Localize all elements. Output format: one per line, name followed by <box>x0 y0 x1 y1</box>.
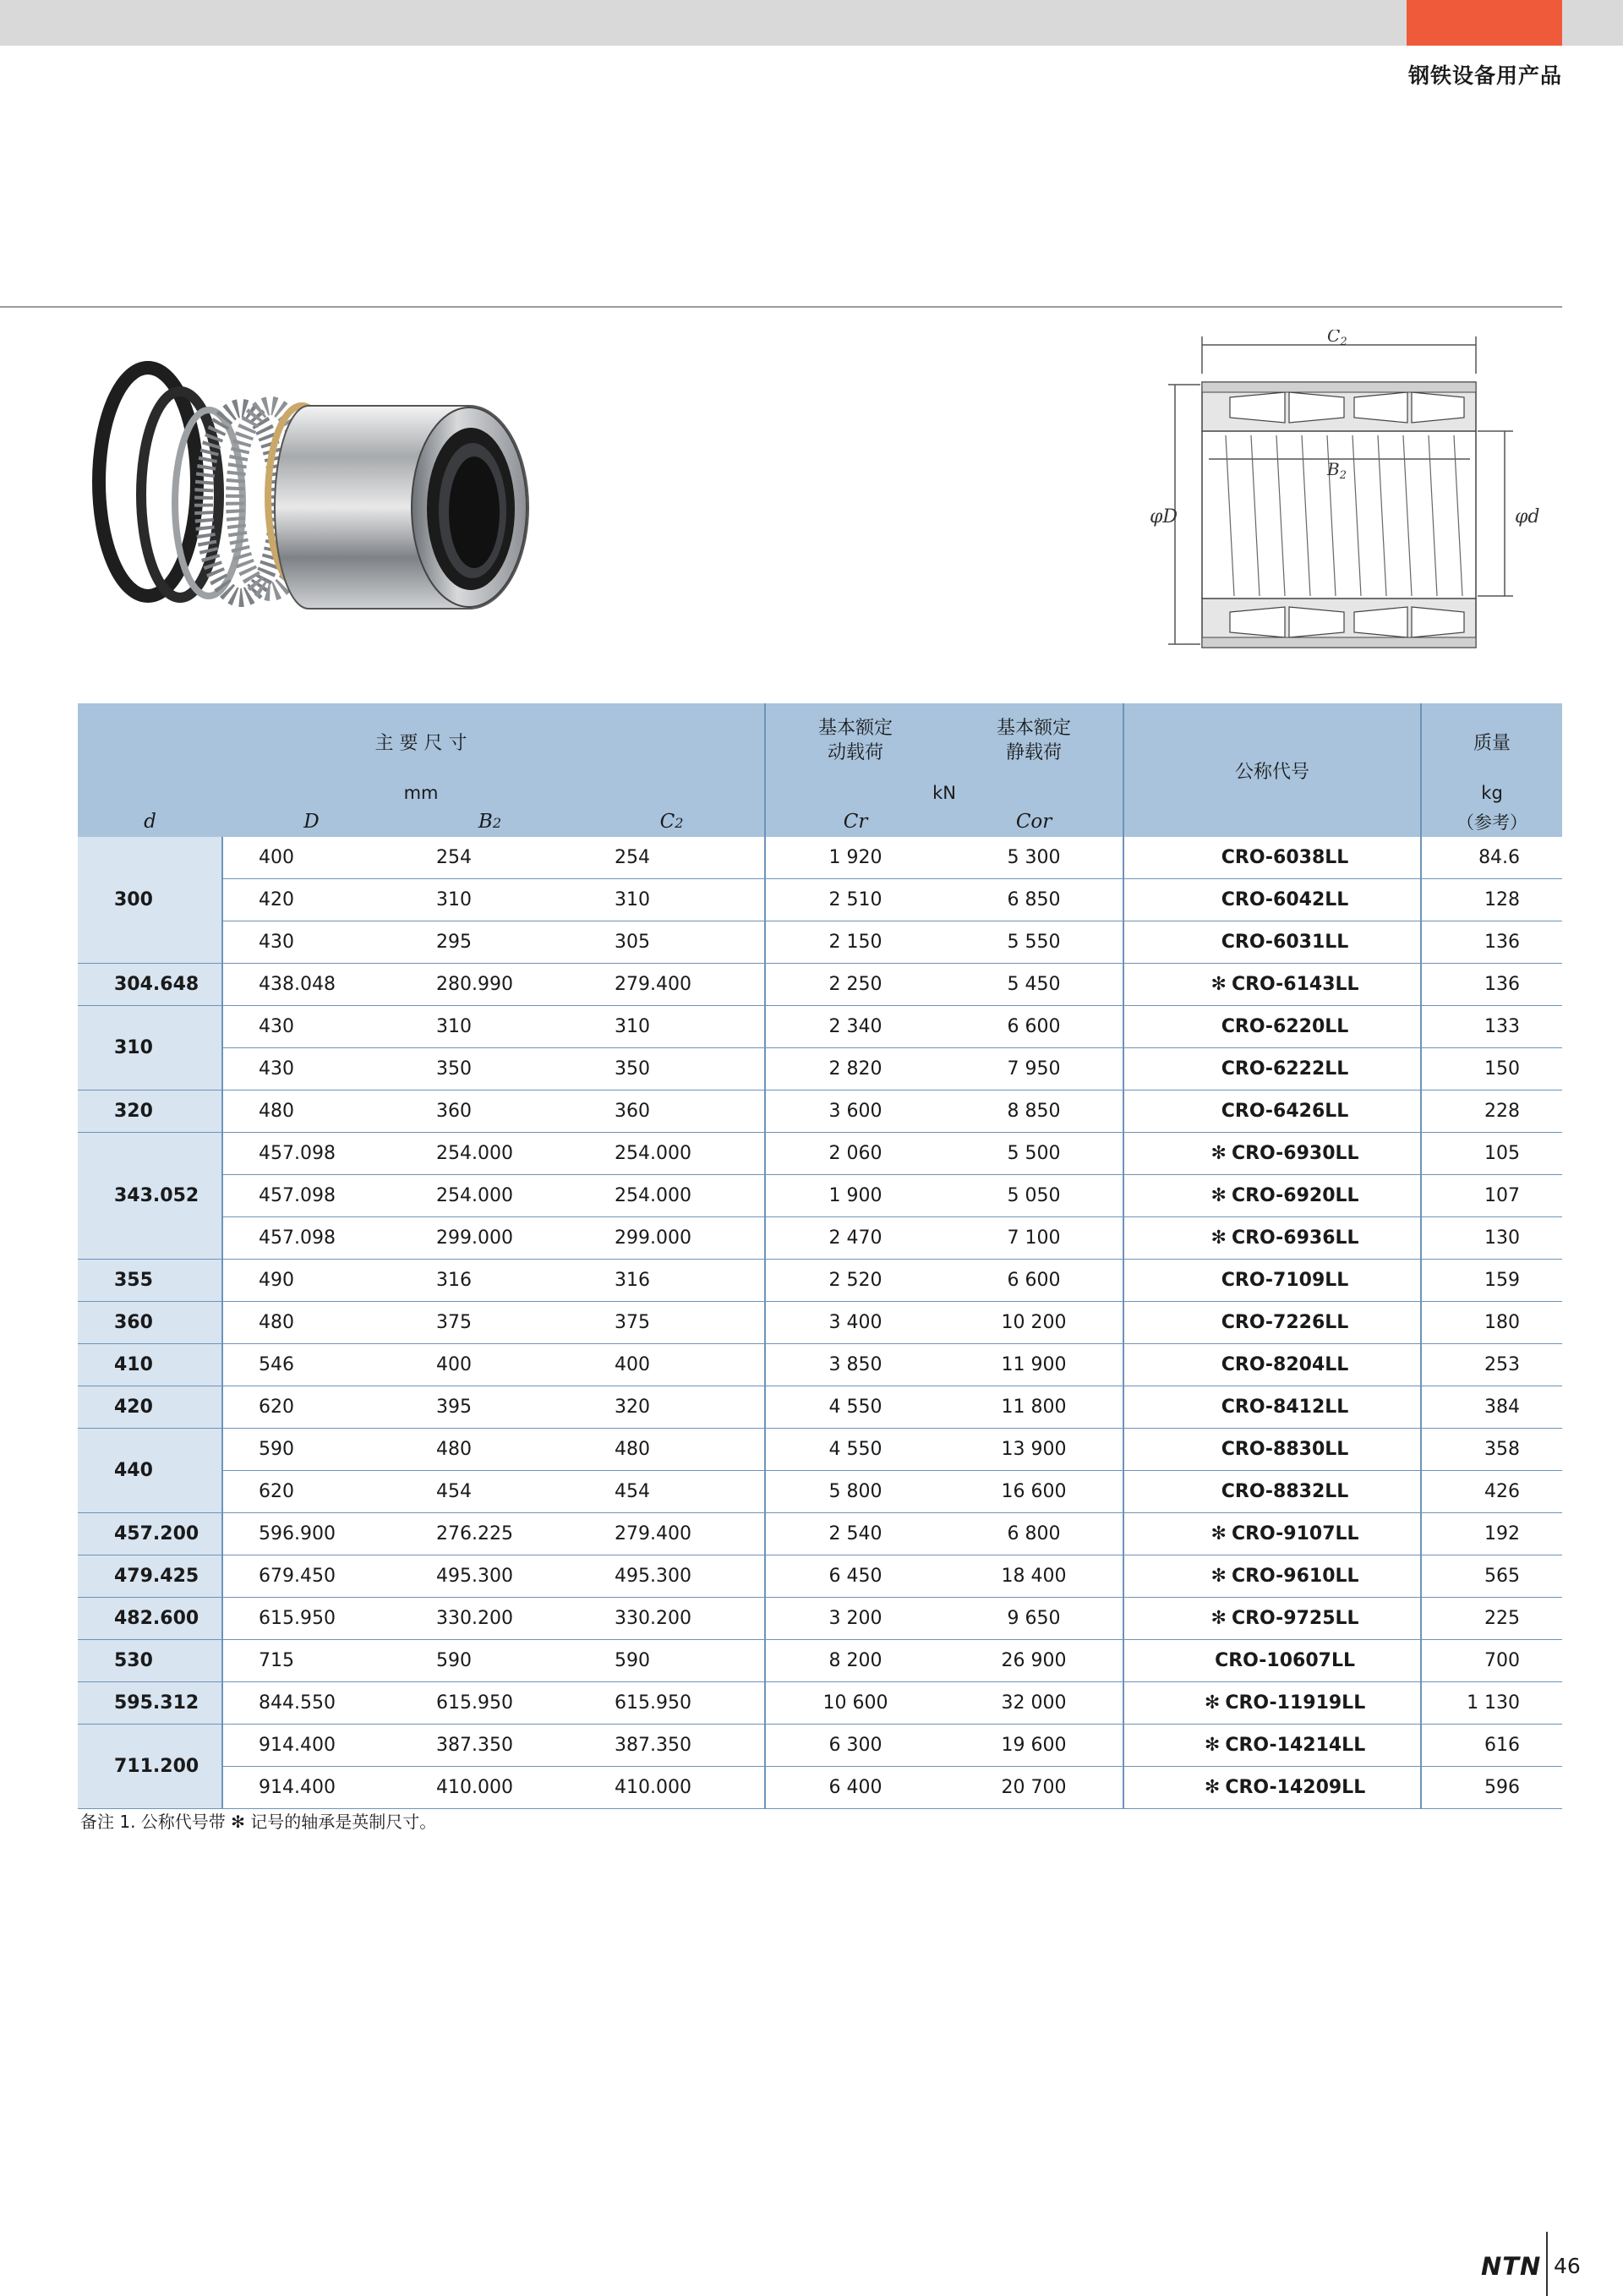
cell-Cr: 4 550 <box>765 1386 945 1429</box>
cell-code <box>1123 1386 1421 1429</box>
code-text: CRO-6031LL <box>1221 932 1349 953</box>
cell-code <box>1123 921 1421 964</box>
cell-Cr: 4 550 <box>765 1429 945 1471</box>
cell-D: 438.048 <box>222 964 401 1006</box>
cell-B2: 360 <box>401 1091 579 1133</box>
imperial-mark: ✻ <box>1210 1608 1227 1629</box>
cell-Cr: 2 060 <box>765 1133 945 1175</box>
code-text: CRO-8830LL <box>1221 1439 1349 1460</box>
cell-D: 546 <box>222 1344 401 1386</box>
cell-D: 590 <box>222 1429 401 1471</box>
cell-D: 400 <box>222 837 401 879</box>
code-text: CRO-6143LL <box>1231 974 1359 995</box>
cell-Cor: 7 100 <box>945 1217 1123 1260</box>
cell-code <box>1123 1767 1421 1809</box>
cell-D: 914.400 <box>222 1725 401 1767</box>
unit-kn: kN <box>765 779 1123 806</box>
cell-Cor: 20 700 <box>945 1767 1123 1809</box>
code-text: CRO-8204LL <box>1221 1354 1349 1375</box>
cell-C2: 410.000 <box>579 1767 765 1809</box>
cell-B2: 495.300 <box>401 1555 579 1598</box>
page-number: 46 <box>1554 2254 1581 2278</box>
cell-D: 615.950 <box>222 1598 401 1640</box>
cell-B2: 615.950 <box>401 1682 579 1725</box>
cell-D: 457.098 <box>222 1133 401 1175</box>
cell-Cor: 5 050 <box>945 1175 1123 1217</box>
cell-Cr: 1 900 <box>765 1175 945 1217</box>
cell-D: 844.550 <box>222 1682 401 1725</box>
code-text: CRO-8412LL <box>1221 1397 1349 1418</box>
cell-code <box>1123 1555 1421 1598</box>
cell-mass: 426 <box>1421 1471 1562 1513</box>
imperial-mark: ✻ <box>1210 1143 1227 1164</box>
cell-B2: 254 <box>401 837 579 879</box>
table-row <box>78 921 1562 964</box>
table-row <box>78 1175 1562 1217</box>
cell-Cor: 11 900 <box>945 1344 1123 1386</box>
cell-D: 715 <box>222 1640 401 1682</box>
cell-B2: 387.350 <box>401 1725 579 1767</box>
cell-C2: 305 <box>579 921 765 964</box>
cell-code <box>1123 1217 1421 1260</box>
svg-text:C2: $C_2$ <box>1327 330 1347 348</box>
col-ref: （参考） <box>1421 806 1562 837</box>
cell-C2: 254.000 <box>579 1175 765 1217</box>
cell-mass: 1 130 <box>1421 1682 1562 1725</box>
cell-Cor: 8 850 <box>945 1091 1123 1133</box>
cell-B2: 330.200 <box>401 1598 579 1640</box>
table-row <box>78 1302 1562 1344</box>
imperial-mark: ✻ <box>1210 1227 1227 1249</box>
cell-Cr: 2 820 <box>765 1048 945 1091</box>
cell-code <box>1123 1725 1421 1767</box>
cell-mass: 128 <box>1421 879 1562 921</box>
cell-Cor: 32 000 <box>945 1682 1123 1725</box>
cell-Cr: 2 250 <box>765 964 945 1006</box>
table-row <box>78 1725 1562 1767</box>
header-dynamic-load: 基本额定 动载荷 <box>765 703 945 779</box>
cell-code <box>1123 1513 1421 1555</box>
cell-code <box>1123 1598 1421 1640</box>
cell-C2: 279.400 <box>579 964 765 1006</box>
code-text: CRO-7109LL <box>1221 1270 1349 1291</box>
cell-Cr: 3 400 <box>765 1302 945 1344</box>
cell-code <box>1123 1640 1421 1682</box>
cell-D: 679.450 <box>222 1555 401 1598</box>
cell-C2: 454 <box>579 1471 765 1513</box>
bearing-spec-table <box>78 703 1562 1809</box>
cell-d: 310 <box>78 1006 222 1091</box>
cell-B2: 410.000 <box>401 1767 579 1809</box>
cell-code <box>1123 837 1421 879</box>
imperial-mark: ✻ <box>1210 1566 1227 1587</box>
cell-d: 530 <box>78 1640 222 1682</box>
section-title: 钢铁设备用产品 <box>1407 63 1562 88</box>
cell-Cr: 2 470 <box>765 1217 945 1260</box>
col-C2: C2 <box>579 806 765 837</box>
cell-mass: 192 <box>1421 1513 1562 1555</box>
table-row <box>78 1598 1562 1640</box>
code-text: CRO-10607LL <box>1215 1650 1355 1671</box>
code-text: CRO-14214LL <box>1225 1735 1366 1756</box>
cell-Cor: 5 450 <box>945 964 1123 1006</box>
table-row <box>78 1048 1562 1091</box>
cell-d: 420 <box>78 1386 222 1429</box>
cell-B2: 454 <box>401 1471 579 1513</box>
cell-Cor: 5 300 <box>945 837 1123 879</box>
cell-C2: 320 <box>579 1386 765 1429</box>
cell-d: 360 <box>78 1302 222 1344</box>
code-text: CRO-6930LL <box>1231 1143 1359 1164</box>
cell-C2: 316 <box>579 1260 765 1302</box>
cell-D: 430 <box>222 1048 401 1091</box>
cell-Cr: 10 600 <box>765 1682 945 1725</box>
cell-mass: 228 <box>1421 1091 1562 1133</box>
table-row <box>78 964 1562 1006</box>
cell-C2: 400 <box>579 1344 765 1386</box>
cell-C2: 279.400 <box>579 1513 765 1555</box>
col-d: d <box>78 806 222 837</box>
cell-mass: 596 <box>1421 1767 1562 1809</box>
col-B2: B2 <box>401 806 579 837</box>
cell-Cor: 6 600 <box>945 1006 1123 1048</box>
table-row <box>78 1429 1562 1471</box>
cell-d: 457.200 <box>78 1513 222 1555</box>
col-Cor: Cor <box>945 806 1123 837</box>
unit-mm: mm <box>78 779 765 806</box>
cell-D: 480 <box>222 1091 401 1133</box>
cell-Cor: 6 800 <box>945 1513 1123 1555</box>
top-bar <box>0 0 1623 46</box>
cell-Cr: 2 150 <box>765 921 945 964</box>
code-text: CRO-11919LL <box>1225 1692 1366 1714</box>
cell-C2: 387.350 <box>579 1725 765 1767</box>
col-D: D <box>222 806 401 837</box>
code-text: CRO-14209LL <box>1225 1777 1366 1798</box>
cell-mass: 159 <box>1421 1260 1562 1302</box>
cell-code <box>1123 1682 1421 1725</box>
imperial-mark: ✻ <box>1204 1692 1221 1714</box>
code-text: CRO-9107LL <box>1231 1523 1359 1544</box>
cell-mass: 84.6 <box>1421 837 1562 879</box>
code-text: CRO-6936LL <box>1231 1227 1359 1249</box>
cell-d: 479.425 <box>78 1555 222 1598</box>
cell-code <box>1123 1006 1421 1048</box>
cell-mass: 130 <box>1421 1217 1562 1260</box>
table-row <box>78 1260 1562 1302</box>
cell-mass: 180 <box>1421 1302 1562 1344</box>
table-row <box>78 837 1562 879</box>
cell-d: 595.312 <box>78 1682 222 1725</box>
imperial-mark: ✻ <box>1210 1185 1227 1206</box>
cell-B2: 254.000 <box>401 1175 579 1217</box>
col-Cr: Cr <box>765 806 945 837</box>
cell-Cor: 26 900 <box>945 1640 1123 1682</box>
cell-mass: 384 <box>1421 1386 1562 1429</box>
cell-Cor: 7 950 <box>945 1048 1123 1091</box>
code-text: CRO-6042LL <box>1221 889 1349 910</box>
cell-Cor: 5 550 <box>945 921 1123 964</box>
cell-B2: 350 <box>401 1048 579 1091</box>
table-row <box>78 1217 1562 1260</box>
cell-d: 410 <box>78 1344 222 1386</box>
cell-mass: 133 <box>1421 1006 1562 1048</box>
cell-Cr: 2 510 <box>765 879 945 921</box>
cell-mass: 150 <box>1421 1048 1562 1091</box>
table-row <box>78 1767 1562 1809</box>
cell-Cr: 3 200 <box>765 1598 945 1640</box>
cell-d: 304.648 <box>78 964 222 1006</box>
cell-D: 457.098 <box>222 1175 401 1217</box>
footer-divider <box>1546 2232 1548 2296</box>
cell-D: 490 <box>222 1260 401 1302</box>
table-row <box>78 879 1562 921</box>
header-static-load: 基本额定 静载荷 <box>945 703 1123 779</box>
footnote: 备注 1. 公称代号带 ✻ 记号的轴承是英制尺寸。 <box>80 1812 437 1832</box>
cell-mass: 225 <box>1421 1598 1562 1640</box>
cell-Cr: 6 450 <box>765 1555 945 1598</box>
table-row <box>78 1555 1562 1598</box>
cell-C2: 299.000 <box>579 1217 765 1260</box>
cell-D: 480 <box>222 1302 401 1344</box>
cell-Cr: 1 920 <box>765 837 945 879</box>
cell-B2: 280.990 <box>401 964 579 1006</box>
cell-C2: 310 <box>579 1006 765 1048</box>
table-row <box>78 1006 1562 1048</box>
code-text: CRO-9610LL <box>1231 1566 1359 1587</box>
cell-Cor: 9 650 <box>945 1598 1123 1640</box>
cell-mass: 253 <box>1421 1344 1562 1386</box>
table-row <box>78 1640 1562 1682</box>
cell-B2: 299.000 <box>401 1217 579 1260</box>
cell-D: 420 <box>222 879 401 921</box>
imperial-mark: ✻ <box>1210 974 1227 995</box>
cell-B2: 295 <box>401 921 579 964</box>
svg-text:φD: φD <box>1150 506 1178 528</box>
cell-mass: 616 <box>1421 1725 1562 1767</box>
cell-C2: 254 <box>579 837 765 879</box>
table-row <box>78 1386 1562 1429</box>
cell-D: 620 <box>222 1386 401 1429</box>
cell-C2: 254.000 <box>579 1133 765 1175</box>
cell-B2: 310 <box>401 879 579 921</box>
code-text: CRO-9725LL <box>1231 1608 1359 1629</box>
table-row <box>78 1471 1562 1513</box>
cell-Cr: 6 300 <box>765 1725 945 1767</box>
cross-section-drawing <box>1150 330 1551 659</box>
cell-Cor: 10 200 <box>945 1302 1123 1344</box>
cell-d: 300 <box>78 837 222 964</box>
cell-D: 457.098 <box>222 1217 401 1260</box>
cell-code <box>1123 1133 1421 1175</box>
cell-Cor: 5 500 <box>945 1133 1123 1175</box>
table-row <box>78 1133 1562 1175</box>
cell-D: 620 <box>222 1471 401 1513</box>
cell-Cor: 18 400 <box>945 1555 1123 1598</box>
cell-code <box>1123 879 1421 921</box>
cell-B2: 316 <box>401 1260 579 1302</box>
cell-B2: 254.000 <box>401 1133 579 1175</box>
code-text: CRO-6222LL <box>1221 1058 1349 1080</box>
cell-C2: 360 <box>579 1091 765 1133</box>
header-rule <box>0 306 1562 308</box>
cell-C2: 590 <box>579 1640 765 1682</box>
cell-Cr: 2 520 <box>765 1260 945 1302</box>
cell-mass: 107 <box>1421 1175 1562 1217</box>
code-text: CRO-6426LL <box>1221 1101 1349 1122</box>
cell-Cr: 5 800 <box>765 1471 945 1513</box>
cell-Cor: 16 600 <box>945 1471 1123 1513</box>
cell-D: 430 <box>222 921 401 964</box>
cell-B2: 590 <box>401 1640 579 1682</box>
cell-B2: 400 <box>401 1344 579 1386</box>
cell-C2: 375 <box>579 1302 765 1344</box>
table-row <box>78 1344 1562 1386</box>
code-text: CRO-6220LL <box>1221 1016 1349 1037</box>
cell-code <box>1123 1471 1421 1513</box>
cell-B2: 375 <box>401 1302 579 1344</box>
imperial-mark: ✻ <box>1204 1777 1221 1798</box>
cell-Cor: 11 800 <box>945 1386 1123 1429</box>
cell-d: 343.052 <box>78 1133 222 1260</box>
cell-d: 320 <box>78 1091 222 1133</box>
header-code: 公称代号 <box>1123 703 1421 837</box>
cell-B2: 310 <box>401 1006 579 1048</box>
cell-Cr: 8 200 <box>765 1640 945 1682</box>
cell-mass: 565 <box>1421 1555 1562 1598</box>
cell-mass: 136 <box>1421 921 1562 964</box>
cell-code <box>1123 1429 1421 1471</box>
cell-C2: 350 <box>579 1048 765 1091</box>
cell-Cr: 3 600 <box>765 1091 945 1133</box>
cell-code <box>1123 1260 1421 1302</box>
table-row <box>78 1682 1562 1725</box>
cell-mass: 358 <box>1421 1429 1562 1471</box>
cell-Cor: 6 600 <box>945 1260 1123 1302</box>
code-text: CRO-6920LL <box>1231 1185 1359 1206</box>
code-text: CRO-8832LL <box>1221 1481 1349 1502</box>
cell-d: 711.200 <box>78 1725 222 1809</box>
imperial-mark: ✻ <box>1210 1523 1227 1544</box>
cell-Cr: 2 540 <box>765 1513 945 1555</box>
cell-Cr: 2 340 <box>765 1006 945 1048</box>
cell-d: 482.600 <box>78 1598 222 1640</box>
top-bar-accent <box>1407 0 1562 46</box>
header-main-dims: 主 要 尺 寸 <box>78 703 765 779</box>
cell-mass: 700 <box>1421 1640 1562 1682</box>
cell-D: 914.400 <box>222 1767 401 1809</box>
imperial-mark: ✻ <box>1204 1735 1221 1756</box>
cell-B2: 276.225 <box>401 1513 579 1555</box>
svg-text:φd: φd <box>1515 506 1540 528</box>
bearing-photo <box>80 355 537 668</box>
cell-Cor: 6 850 <box>945 879 1123 921</box>
cell-code <box>1123 964 1421 1006</box>
cell-mass: 105 <box>1421 1133 1562 1175</box>
unit-kg: kg <box>1421 779 1562 806</box>
cell-d: 440 <box>78 1429 222 1513</box>
cell-mass: 136 <box>1421 964 1562 1006</box>
table-row <box>78 1091 1562 1133</box>
code-text: CRO-7226LL <box>1221 1312 1349 1333</box>
cell-d: 355 <box>78 1260 222 1302</box>
svg-text:B2: $B_2$ <box>1327 459 1347 482</box>
cell-B2: 480 <box>401 1429 579 1471</box>
code-text: CRO-6038LL <box>1221 847 1349 868</box>
cell-C2: 330.200 <box>579 1598 765 1640</box>
header-mass: 质量 <box>1421 703 1562 779</box>
cell-D: 596.900 <box>222 1513 401 1555</box>
cell-Cor: 19 600 <box>945 1725 1123 1767</box>
cell-D: 430 <box>222 1006 401 1048</box>
cell-Cr: 6 400 <box>765 1767 945 1809</box>
cell-Cr: 3 850 <box>765 1344 945 1386</box>
brand-logo: NTN <box>1481 2252 1542 2281</box>
cell-code <box>1123 1048 1421 1091</box>
cell-Cor: 13 900 <box>945 1429 1123 1471</box>
cell-code <box>1123 1344 1421 1386</box>
cell-C2: 480 <box>579 1429 765 1471</box>
cell-C2: 495.300 <box>579 1555 765 1598</box>
cell-code <box>1123 1302 1421 1344</box>
cell-B2: 395 <box>401 1386 579 1429</box>
cell-C2: 310 <box>579 879 765 921</box>
cell-code <box>1123 1091 1421 1133</box>
table-row <box>78 1513 1562 1555</box>
cell-C2: 615.950 <box>579 1682 765 1725</box>
cell-code <box>1123 1175 1421 1217</box>
